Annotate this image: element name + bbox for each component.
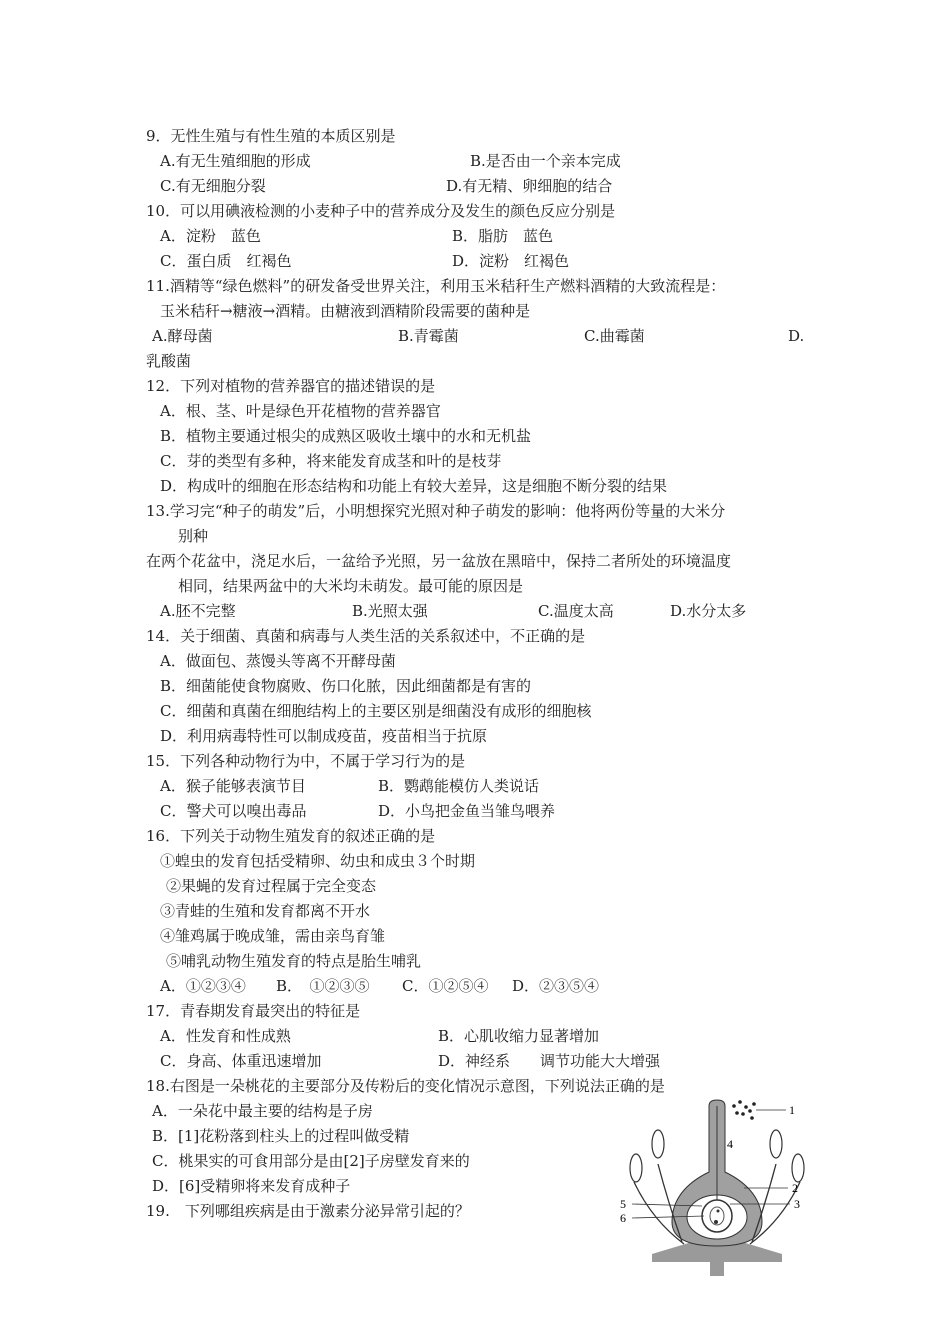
q12-stem: 12．下列对植物的营养器官的描述错误的是 — [146, 377, 436, 395]
figure-label-4: 4 — [727, 1137, 733, 1151]
q17-option-b: B．心肌收缩力显著增加 — [438, 1027, 600, 1045]
q17-stem: 17．青春期发育最突出的特征是 — [146, 1002, 361, 1020]
figure-label-6: 6 — [620, 1211, 626, 1225]
q10-option-b: B．脂肪 蓝色 — [452, 227, 554, 245]
q11-stem-line-2: 玉米秸秆→糖液→酒精。由糖液到酒精阶段需要的菌种是 — [160, 302, 531, 320]
q16-option-b: B． ①②③⑤ — [276, 977, 370, 995]
q9-option-a: A.有无生殖细胞的形成 — [160, 152, 311, 170]
q9-option-b: B.是否由一个亲本完成 — [470, 152, 621, 170]
q16-option-c: C．①②⑤④ — [402, 977, 489, 995]
q13-option-a: A.胚不完整 — [160, 602, 236, 620]
q10-option-d: D．淀粉 红褐色 — [452, 252, 570, 270]
q9-stem: 9．无性生殖与有性生殖的本质区别是 — [146, 127, 396, 145]
q11-option-d-text: 乳酸菌 — [146, 352, 192, 370]
q18-option-b: B．[1]花粉落到柱头上的过程叫做受精 — [152, 1127, 410, 1145]
q16-statement-4: ④雏鸡属于晚成雏，需由亲鸟育雏 — [160, 927, 386, 945]
q14-option-a: A．做面包、蒸馒头等离不开酵母菌 — [160, 652, 396, 670]
q14-option-c: C．细菌和真菌在细胞结构上的主要区别是细菌没有成形的细胞核 — [160, 702, 592, 720]
q14-option-d: D．利用病毒特性可以制成疫苗，疫苗相当于抗原 — [160, 727, 488, 745]
q13-stem-line-3: 在两个花盆中，浇足水后，一盆给予光照，另一盆放在黑暗中，保持二者所处的环境温度 — [146, 552, 732, 570]
q16-statement-1: ①蝗虫的发育包括受精卵、幼虫和成虫３个时期 — [160, 852, 476, 870]
q15-stem: 15．下列各种动物行为中，不属于学习行为的是 — [146, 752, 466, 770]
q15-option-c: C．警犬可以嗅出毒品 — [160, 802, 307, 820]
q13-option-b: B.光照太强 — [352, 602, 428, 620]
q12-option-b: B．植物主要通过根尖的成熟区吸收土壤中的水和无机盐 — [160, 427, 532, 445]
q14-option-b: B．细菌能使食物腐败、伤口化脓，因此细菌都是有害的 — [160, 677, 532, 695]
anther — [770, 1130, 782, 1158]
q13-stem-line-2: 别种 — [178, 527, 209, 545]
q12-option-c: C．芽的类型有多种，将来能发育成茎和叶的是枝芽 — [160, 452, 502, 470]
q18-stem: 18.右图是一朵桃花的主要部分及传粉后的变化情况示意图，下列说法正确的是 — [146, 1077, 665, 1095]
q16-option-a: A．①②③④ — [160, 977, 246, 995]
q13-option-d: D.水分太多 — [670, 602, 747, 620]
polar-nuclei — [717, 1210, 720, 1213]
pollen-grains — [732, 1100, 756, 1120]
q12-option-d: D．构成叶的细胞在形态结构和功能上有较大差异，这是细胞不断分裂的结果 — [160, 477, 668, 495]
q13-stem-line-1: 13.学习完“种子的萌发”后，小明想探究光照对种子萌发的影响：他将两份等量的大米分 — [146, 502, 726, 520]
q17-option-a: A．性发育和性成熟 — [160, 1027, 291, 1045]
figure-label-5: 5 — [620, 1197, 626, 1211]
q15-option-a: A．猴子能够表演节目 — [160, 777, 306, 795]
figure-label-2: 2 — [792, 1181, 798, 1195]
q13-stem-line-4: 相同，结果两盆中的大米均未萌发。最可能的原因是 — [178, 577, 524, 595]
egg-cell — [714, 1220, 718, 1224]
flower-stalk — [710, 1260, 724, 1276]
q13-option-c: C.温度太高 — [538, 602, 614, 620]
figure-label-1: 1 — [789, 1103, 795, 1117]
q16-statement-5: ⑤哺乳动物生殖发育的特点是胎生哺乳 — [166, 952, 422, 970]
peach-flower-figure — [612, 1092, 822, 1278]
figure-label-3: 3 — [794, 1197, 800, 1211]
q9-option-c: C.有无细胞分裂 — [160, 177, 266, 195]
q10-option-c: C．蛋白质 红褐色 — [160, 252, 292, 270]
q16-statement-3: ③青蛙的生殖和发育都离不开水 — [160, 902, 371, 920]
q18-option-d: D．[6]受精卵将来发育成种子 — [152, 1177, 351, 1195]
q10-stem: 10．可以用碘液检测的小麦种子中的营养成分及发生的颜色反应分别是 — [146, 202, 616, 220]
q15-option-b: B．鹦鹉能模仿人类说话 — [378, 777, 540, 795]
q17-option-c: C．身高、体重迅速增加 — [160, 1052, 322, 1070]
q18-option-c: C．桃果实的可食用部分是由[2]子房壁发育来的 — [152, 1152, 470, 1170]
q10-option-a: A．淀粉 蓝色 — [160, 227, 261, 245]
q16-option-d: D．②③⑤④ — [512, 977, 600, 995]
q16-statement-2: ②果蝇的发育过程属于完全变态 — [166, 877, 377, 895]
q11-option-b: B.青霉菌 — [398, 327, 459, 345]
q16-stem: 16．下列关于动物生殖发育的叙述正确的是 — [146, 827, 436, 845]
q12-option-a: A．根、茎、叶是绿色开花植物的营养器官 — [160, 402, 441, 420]
anther — [792, 1154, 804, 1182]
q9-option-d: D.有无精、卵细胞的结合 — [446, 177, 613, 195]
anther — [652, 1130, 664, 1158]
anther — [630, 1154, 642, 1182]
q19-stem: 19. 下列哪组疾病是由于激素分泌异常引起的？ — [146, 1202, 470, 1220]
q14-stem: 14．关于细菌、真菌和病毒与人类生活的关系叙述中，不正确的是 — [146, 627, 586, 645]
q11-option-d: D. — [788, 327, 805, 345]
q11-stem-line-1: 11.酒精等“绿色燃料”的研发备受世界关注，利用玉米秸秆生产燃料酒精的大致流程是： — [146, 277, 726, 295]
q11-option-a: A.酵母菌 — [152, 327, 213, 345]
q18-option-a: A．一朵花中最主要的结构是子房 — [152, 1102, 373, 1120]
q17-option-d: D．神经系 调节功能大大增强 — [438, 1052, 661, 1070]
q11-option-c: C.曲霉菌 — [584, 327, 645, 345]
q15-option-d: D．小鸟把金鱼当雏鸟喂养 — [378, 802, 556, 820]
